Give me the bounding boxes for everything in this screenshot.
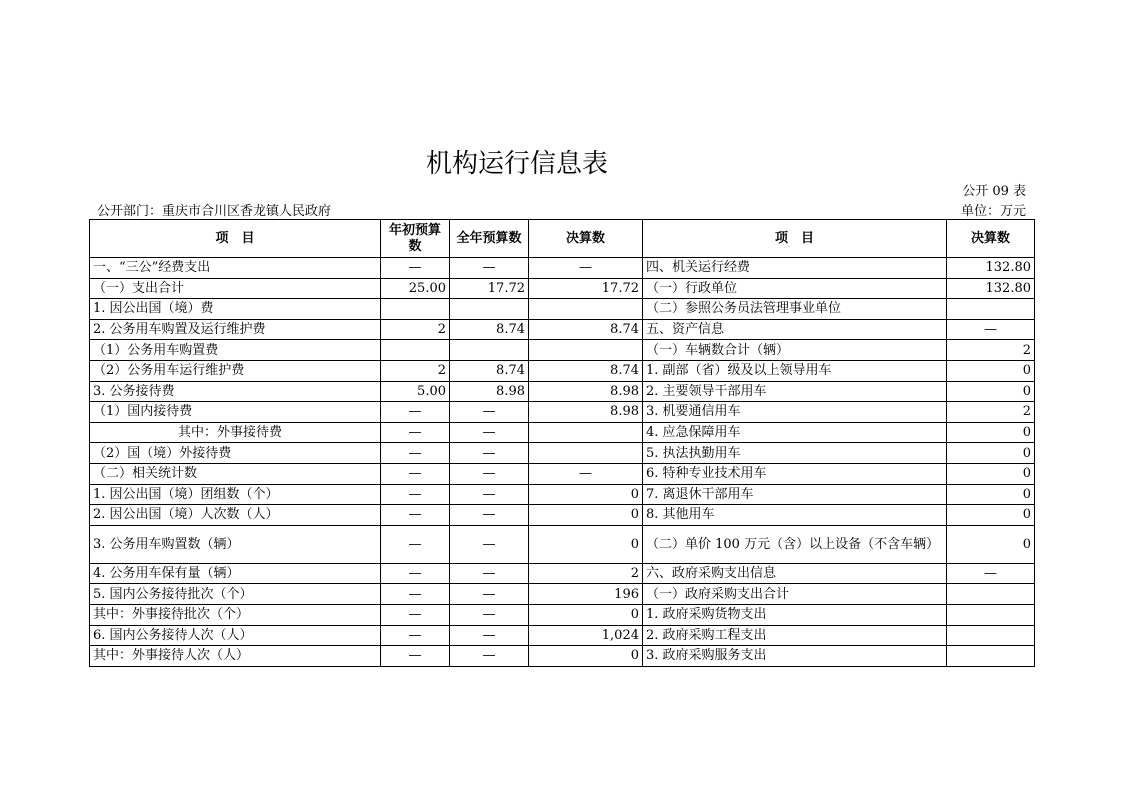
final-right-value: 0 — [947, 484, 1035, 505]
final-right-value: 2 — [947, 402, 1035, 423]
left-item: （2）国（境）外接待费 — [90, 443, 381, 464]
header-budget-start: 年初预算数 — [381, 220, 450, 258]
table-row — [90, 563, 1035, 584]
final-left-value: 0 — [529, 505, 643, 526]
info-table — [89, 219, 1035, 667]
final-right-value — [947, 625, 1035, 646]
budget-full-value: — — [450, 625, 529, 646]
left-item: 其中：外事接待批次（个） — [90, 604, 381, 625]
budget-full-value: — — [450, 604, 529, 625]
table-row — [90, 625, 1035, 646]
header-budget-full: 全年预算数 — [450, 220, 529, 258]
table-row — [90, 422, 1035, 443]
left-item: （1）公务用车购置费 — [90, 340, 381, 361]
budget-start-value: — — [381, 258, 450, 279]
final-left-value — [529, 299, 643, 320]
final-right-value: 0 — [947, 381, 1035, 402]
right-item: （一）行政单位 — [643, 278, 947, 299]
table-row — [90, 584, 1035, 605]
left-item: 其中：外事接待费 — [90, 422, 381, 443]
right-item: 6. 特种专业技术用车 — [643, 463, 947, 484]
table-row — [90, 463, 1035, 484]
budget-start-value: — — [381, 402, 450, 423]
left-item: 一、“三公”经费支出 — [90, 258, 381, 279]
final-left-value: 1,024 — [529, 625, 643, 646]
budget-start-value: — — [381, 525, 450, 563]
final-left-value — [529, 443, 643, 464]
budget-full-value: — — [450, 584, 529, 605]
budget-start-value: — — [381, 484, 450, 505]
table-row — [90, 258, 1035, 279]
final-left-value: 196 — [529, 584, 643, 605]
final-right-value — [947, 604, 1035, 625]
table-row — [90, 443, 1035, 464]
final-left-value: 8.74 — [529, 360, 643, 381]
table-row — [90, 646, 1035, 667]
right-item: 8. 其他用车 — [643, 505, 947, 526]
budget-full-value — [450, 340, 529, 361]
header-row — [90, 220, 1035, 258]
left-item: （1）国内接待费 — [90, 402, 381, 423]
table-row — [90, 340, 1035, 361]
right-item: 六、政府采购支出信息 — [643, 563, 947, 584]
budget-start-value: — — [381, 505, 450, 526]
right-item: 5. 执法执勤用车 — [643, 443, 947, 464]
budget-full-value: — — [450, 563, 529, 584]
final-left-value: 0 — [529, 604, 643, 625]
final-left-value — [529, 422, 643, 443]
budget-full-value: — — [450, 443, 529, 464]
budget-start-value: — — [381, 604, 450, 625]
left-item: 3. 公务用车购置数（辆） — [90, 525, 381, 563]
left-item: 2. 公务用车购置及运行维护费 — [90, 319, 381, 340]
final-left-value: 17.72 — [529, 278, 643, 299]
final-right-value: 0 — [947, 360, 1035, 381]
table-row — [90, 484, 1035, 505]
left-item: （二）相关统计数 — [90, 463, 381, 484]
budget-start-value: — — [381, 563, 450, 584]
table-row — [90, 402, 1035, 423]
budget-full-value: — — [450, 422, 529, 443]
budget-start-value: 2 — [381, 319, 450, 340]
final-right-value — [947, 299, 1035, 320]
final-left-value: 0 — [529, 484, 643, 505]
header-final-left: 决算数 — [529, 220, 643, 258]
left-item: （2）公务用车运行维护费 — [90, 360, 381, 381]
final-right-value: 0 — [947, 525, 1035, 563]
table-row — [90, 604, 1035, 625]
table-row — [90, 299, 1035, 320]
budget-full-value: 17.72 — [450, 278, 529, 299]
left-item: 其中：外事接待人次（人） — [90, 646, 381, 667]
budget-full-value: — — [450, 402, 529, 423]
final-left-value: 0 — [529, 525, 643, 563]
final-left-value: 2 — [529, 563, 643, 584]
budget-full-value: 8.74 — [450, 319, 529, 340]
right-item: 2. 主要领导干部用车 — [643, 381, 947, 402]
final-right-value: — — [947, 563, 1035, 584]
final-left-value: 8.98 — [529, 402, 643, 423]
final-right-value: 0 — [947, 463, 1035, 484]
table-row — [90, 381, 1035, 402]
budget-start-value: 25.00 — [381, 278, 450, 299]
left-item: 1. 因公出国（境）团组数（个） — [90, 484, 381, 505]
budget-full-value: — — [450, 258, 529, 279]
right-item: 1. 政府采购货物支出 — [643, 604, 947, 625]
budget-start-value: 5.00 — [381, 381, 450, 402]
left-item: 6. 国内公务接待人次（人） — [90, 625, 381, 646]
left-item: 2. 因公出国（境）人次数（人） — [90, 505, 381, 526]
table-row — [90, 505, 1035, 526]
final-left-value: — — [529, 463, 643, 484]
left-item: （一）支出合计 — [90, 278, 381, 299]
right-item: （一）车辆数合计（辆） — [643, 340, 947, 361]
final-left-value: 0 — [529, 646, 643, 667]
budget-full-value: — — [450, 505, 529, 526]
right-item: 1. 副部（省）级及以上领导用车 — [643, 360, 947, 381]
right-item: 五、资产信息 — [643, 319, 947, 340]
final-left-value: 8.74 — [529, 319, 643, 340]
department-label: 公开部门：重庆市合川区香龙镇人民政府 — [97, 204, 332, 219]
budget-full-value: — — [450, 463, 529, 484]
final-right-value: — — [947, 319, 1035, 340]
header-left-item: 项 目 — [90, 220, 381, 258]
left-item: 5. 国内公务接待批次（个） — [90, 584, 381, 605]
header-right-item: 项 目 — [643, 220, 947, 258]
budget-start-value: — — [381, 422, 450, 443]
right-item: 四、机关运行经费 — [643, 258, 947, 279]
table-row — [90, 319, 1035, 340]
left-item: 4. 公务用车保有量（辆） — [90, 563, 381, 584]
final-right-value — [947, 646, 1035, 667]
budget-full-value — [450, 299, 529, 320]
budget-start-value — [381, 299, 450, 320]
final-left-value: 8.98 — [529, 381, 643, 402]
left-item: 1. 因公出国（境）费 — [90, 299, 381, 320]
final-right-value: 0 — [947, 505, 1035, 526]
budget-start-value: — — [381, 646, 450, 667]
header-final-right: 决算数 — [947, 220, 1035, 258]
final-right-value: 0 — [947, 422, 1035, 443]
budget-start-value: — — [381, 463, 450, 484]
right-item: （二）单价 100 万元（含）以上设备（不含车辆） — [643, 525, 947, 563]
table-row — [90, 525, 1035, 563]
final-right-value: 132.80 — [947, 278, 1035, 299]
page-title: 机构运行信息表 — [425, 149, 608, 179]
right-item: （一）政府采购支出合计 — [643, 584, 947, 605]
final-right-value — [947, 584, 1035, 605]
left-item: 3. 公务接待费 — [90, 381, 381, 402]
budget-start-value — [381, 340, 450, 361]
budget-start-value: 2 — [381, 360, 450, 381]
right-item: 3. 机要通信用车 — [643, 402, 947, 423]
final-right-value: 2 — [947, 340, 1035, 361]
final-right-value: 0 — [947, 443, 1035, 464]
budget-full-value: — — [450, 646, 529, 667]
budget-full-value: 8.74 — [450, 360, 529, 381]
right-item: 4. 应急保障用车 — [643, 422, 947, 443]
table-row — [90, 278, 1035, 299]
right-item: 3. 政府采购服务支出 — [643, 646, 947, 667]
unit-label: 单位：万元 — [960, 204, 1026, 219]
budget-full-value: — — [450, 525, 529, 563]
budget-full-value: 8.98 — [450, 381, 529, 402]
final-left-value: — — [529, 258, 643, 279]
right-item: 2. 政府采购工程支出 — [643, 625, 947, 646]
final-left-value — [529, 340, 643, 361]
budget-full-value: — — [450, 484, 529, 505]
budget-start-value: — — [381, 584, 450, 605]
budget-start-value: — — [381, 443, 450, 464]
form-number: 公开 09 表 — [962, 184, 1026, 199]
right-item: （二）参照公务员法管理事业单位 — [643, 299, 947, 320]
budget-start-value: — — [381, 625, 450, 646]
table-row — [90, 360, 1035, 381]
right-item: 7. 离退休干部用车 — [643, 484, 947, 505]
final-right-value: 132.80 — [947, 258, 1035, 279]
